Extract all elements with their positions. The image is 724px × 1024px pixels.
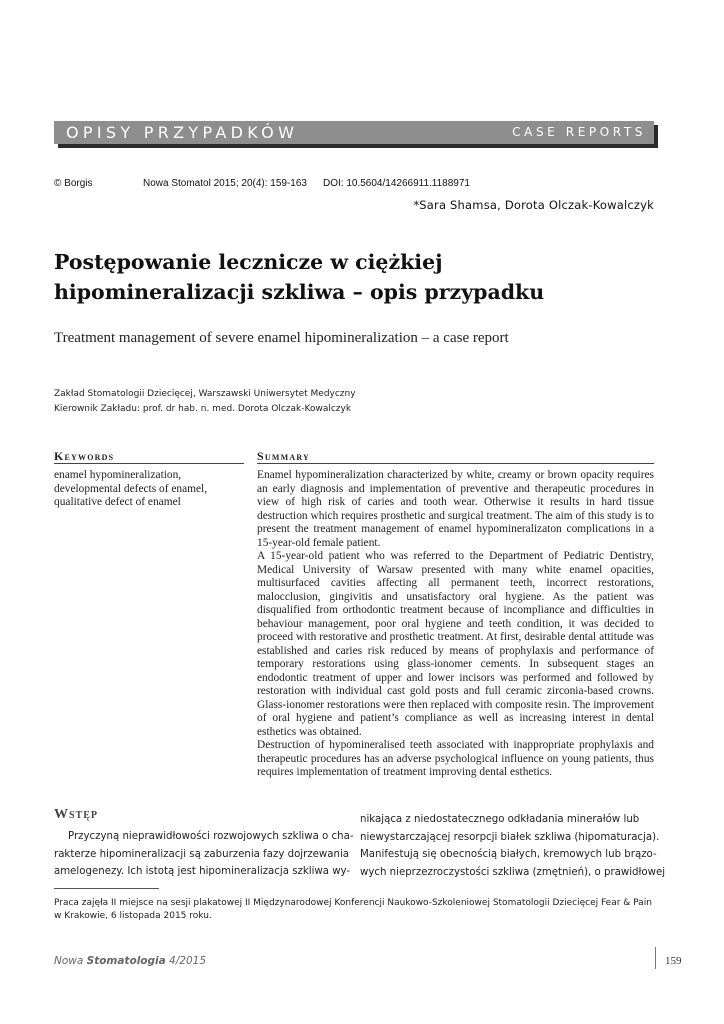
- body-line: nikająca z niedostatecznego odkładania minerałów lub: [360, 814, 640, 825]
- article-subtitle: Treatment management of severe enamel hipomineralization – a case report: [54, 330, 509, 346]
- banner-section-label: OPISY PRZYPADKÓW: [66, 123, 299, 142]
- article-title: [54, 247, 674, 307]
- citation: Nowa Stomatol 2015; 20(4): 159-163: [143, 178, 307, 189]
- keyword-item: enamel hypomineralization,: [54, 469, 182, 481]
- footnote-divider: [54, 888, 159, 889]
- affiliation-line: Kierownik Zakładu: prof. dr hab. n. med. Dorota Olczak-Kowalczyk: [54, 404, 352, 414]
- keywords-list: [54, 469, 244, 510]
- page-number: 159: [665, 955, 682, 967]
- body-column-right: [360, 811, 666, 881]
- footnote-line: w Krakowie, 6 listopada 2015 roku.: [54, 911, 212, 921]
- body-line: wych nieprzezroczystości szkliwa (zmętnień), o prawidłowej: [360, 866, 666, 878]
- keywords-heading: Keywords: [54, 449, 115, 463]
- body-line: Manifestują się obecnością białych, kremowych lub brązo-: [360, 849, 657, 860]
- summary-paragraph: A 15-year-old patient who was referred to the Department of Pediatric Dentistry, Medical University of Warsaw presented with many white enamel opacities, multisurfaced cavities affecting all permanent teeth, incorrect restorations, malocclusion, gingivitis and unsatisfactory oral hygiene. As the patient was disqualified from orthodontic treatment because of incompliance and difficulties in behaviour management, poor oral hygiene and teeth condition, it was decided to proceed with restorative and prosthetic treatment. At first, desirable dental attitude was established and caries risk reduced by means of prophylaxis and performance of temporary restorations using glass-ionomer cements. In subsequent stages an endodontic treatment of upper and lower incisors was performed and followed by restoration with individual cast gold posts and full ceramic zirconia-based crowns. Glass-ionomer restorations were then replaced with composite resin. The improvement of oral hygiene and patient’s compliance as well as increasing interest in dental esthetics was obtained.: [257, 550, 654, 738]
- affiliation-line: Zakład Stomatologii Dziecięcej, Warszawski Uniwersytet Medyczny: [54, 389, 356, 399]
- publisher: © Borgis: [54, 178, 93, 189]
- keyword-item: qualitative defect of enamel: [54, 496, 181, 509]
- summary-paragraph: Enamel hypomineralization characterized by white, creamy or brown opacity requires an early diagnosis and implementation of preventive and therapeutic procedures in view of high risk of caries and tooth wear. Otherwise it results in hard tissue destruction which requires prosthetic and surgical treatment. The aim of this study is to present the treatment management of enamel hypomineralizaton complications in a 15-year-old female patient.: [257, 469, 654, 549]
- summary-divider: [257, 463, 654, 464]
- keyword-item: developmental defects of enamel,: [54, 482, 208, 495]
- keywords-divider: [54, 463, 244, 464]
- body-column-left: [54, 828, 354, 881]
- body-line: niewystarczającej resorpcji białek szkliwa (hipomaturacja).: [360, 831, 660, 843]
- article-title-line: hipomineralizacji szkliwa – opis przypadku: [54, 280, 545, 304]
- summary-paragraph: Destruction of hypomineralised teeth associated with inappropriate prophylaxis and therapeutic procedures has an adverse psychological influence on young patients, thus requires implementation of treatment improving dental esthetics.: [257, 739, 654, 778]
- section-heading-wstep: Wstęp: [54, 807, 99, 822]
- summary-heading: Summary: [257, 449, 311, 463]
- body-line: amelogenezy. Ich istotą jest hipomineralizacja szkliwa wy-: [54, 866, 351, 877]
- journal-issue: 4/2015: [165, 955, 206, 967]
- banner-section-label-en: CASE REPORTS: [512, 125, 646, 139]
- authors: *Sara Shamsa, Dorota Olczak-Kowalczyk: [413, 198, 654, 212]
- body-line: rakterze hipomineralizacji są zaburzenia fazy dojrzewania: [54, 848, 350, 860]
- page-number-divider: [655, 947, 656, 969]
- section-banner: [54, 121, 654, 144]
- journal-footer: [54, 955, 206, 967]
- doi: DOI: 10.5604/14266911.1188971: [323, 178, 470, 189]
- footnote: [54, 897, 664, 923]
- summary-text: [257, 469, 654, 780]
- body-line: Przyczyną nieprawidłowości rozwojowych szkliwa o cha-: [68, 831, 354, 842]
- article-title-line: Postępowanie lecznicze w ciężkiej: [54, 250, 443, 274]
- journal-name: Stomatologia: [86, 955, 166, 967]
- journal-prefix: Nowa: [54, 955, 87, 967]
- footnote-line: Praca zajęła II miejsce na sesji plakatowej II Międzynarodowej Konferencji Naukowo-Szkoleniowej Stomatologii Dziecięcej Fear & Pain: [54, 898, 652, 908]
